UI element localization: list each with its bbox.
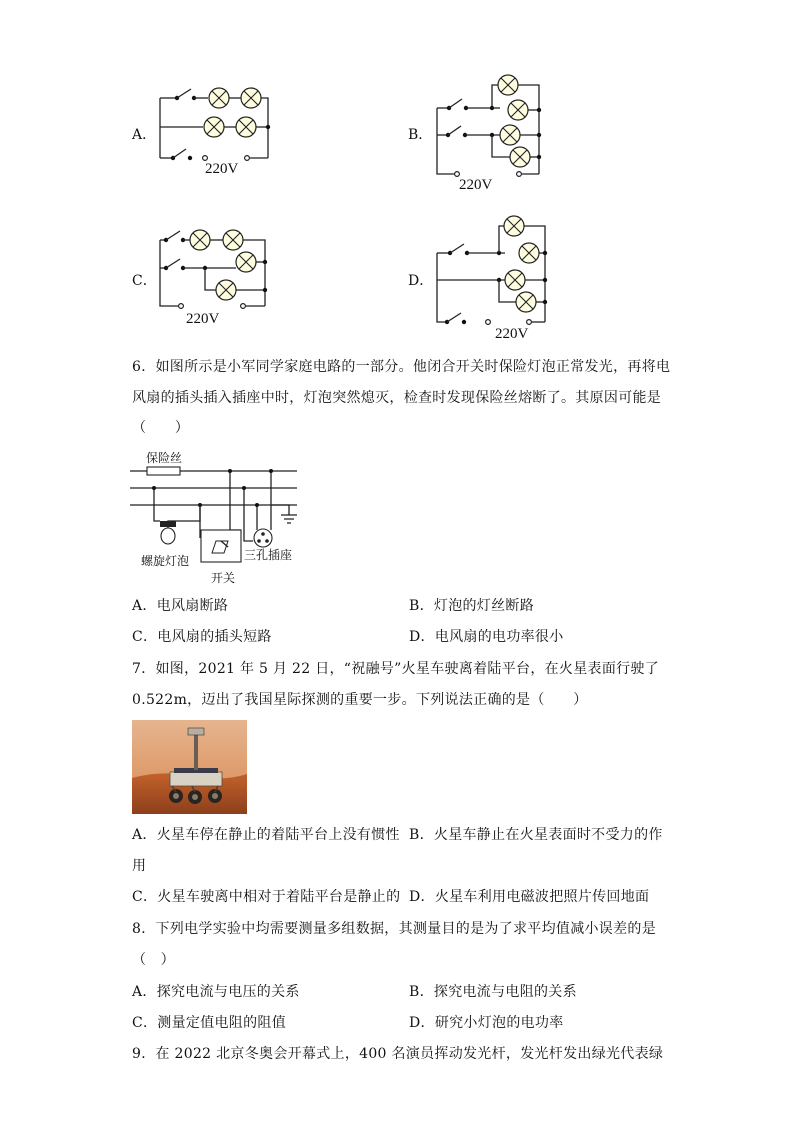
circuit-a-label: A．	[132, 127, 157, 143]
socket-label: 三孔插座	[244, 548, 293, 562]
q8-option-a[interactable]: A．探究电流与电压的关系	[132, 984, 300, 1000]
q6-option-b[interactable]: B．灯泡的灯丝断路	[409, 598, 534, 614]
q7-option-a[interactable]: A．火星车停在静止的着陆平台上没有惯性	[132, 827, 400, 843]
ground-icon	[281, 515, 297, 523]
q7-line1: 7．如图，2021 年 5 月 22 日，“祝融号”火星车驶离着陆平台，在火星表面行驶了	[132, 661, 660, 677]
q8-option-d[interactable]: D．研究小灯泡的电功率	[409, 1015, 564, 1031]
q7-option-b-cont: 用	[132, 858, 147, 874]
mars-rover-photo	[132, 720, 247, 814]
circuit-c-label: C．	[132, 273, 157, 289]
circuit-b-voltage: 220V	[459, 177, 493, 193]
q6-line1: 6．如图所示是小军同学家庭电路的一部分。他闭合开关时保险灯泡正常发光，再将电	[132, 359, 671, 375]
q7-line2: 0.522m，迈出了我国星际探测的重要一步。下列说法正确的是（ ）	[132, 692, 588, 708]
q8-option-c[interactable]: C．测量定值电阻的阻值	[132, 1015, 287, 1031]
q6-bracket: （ ）	[132, 420, 190, 436]
fuse-icon	[147, 467, 180, 475]
q7-option-b[interactable]: B．火星车静止在火星表面时不受力的作	[409, 827, 663, 843]
q6-option-d[interactable]: D．电风扇的电功率很小	[409, 629, 564, 645]
bulb-icon	[160, 521, 176, 544]
bulb-label: 螺旋灯泡	[141, 554, 190, 568]
circuit-d-voltage: 220V	[495, 326, 529, 342]
q9-line1: 9．在 2022 北京冬奥会开幕式上，400 名演员挥动发光杆，发光杆发出绿光代表绿	[132, 1046, 664, 1062]
circuit-d-label: D．	[408, 273, 434, 289]
circuit-a-voltage: 220V	[205, 161, 239, 177]
q6-line2: 风扇的插头插入插座中时，灯泡突然熄灭，检查时发现保险丝熔断了。其原因可能是	[132, 390, 662, 406]
circuit-c-voltage: 220V	[186, 311, 220, 327]
q8-bracket: （ ）	[132, 952, 175, 968]
q8-option-b[interactable]: B．探究电流与电阻的关系	[409, 984, 577, 1000]
q7-option-c[interactable]: C．火星车驶离中相对于着陆平台是静止的	[132, 889, 401, 905]
switch-icon	[201, 530, 241, 562]
q7-option-d[interactable]: D．火星车利用电磁波把照片传回地面	[409, 889, 650, 905]
q6-option-a[interactable]: A．电风扇断路	[132, 598, 229, 614]
fuse-label: 保险丝	[146, 451, 183, 465]
q6-option-c[interactable]: C．电风扇的插头短路	[132, 629, 272, 645]
socket-icon	[254, 529, 272, 547]
switch-label: 开关	[211, 571, 236, 585]
circuit-b-label: B．	[408, 127, 433, 143]
q8-line1: 8．下列电学实验中均需要测量多组数据，其测量目的是为了求平均值减小误差的是	[132, 921, 657, 937]
